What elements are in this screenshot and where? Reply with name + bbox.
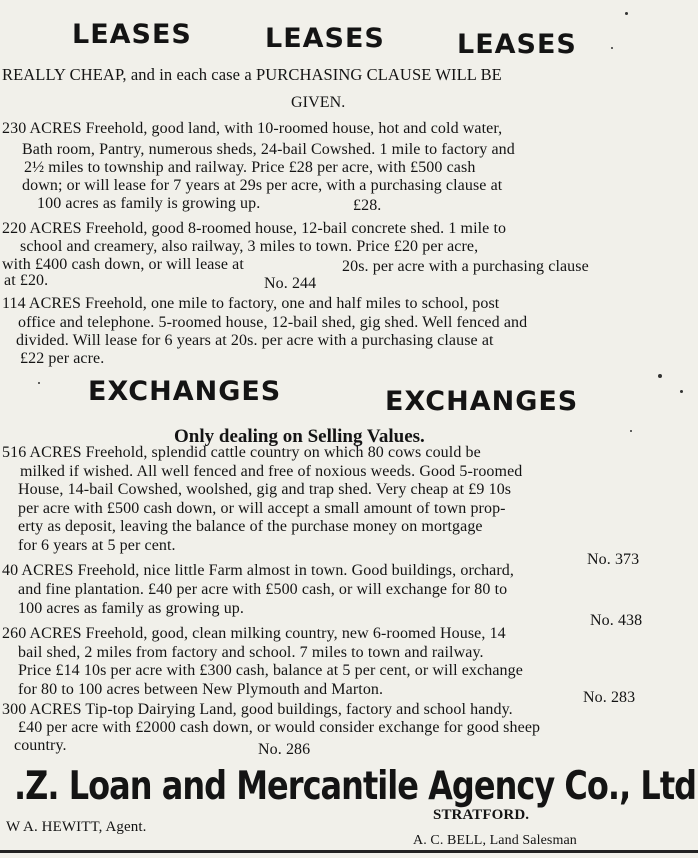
lease-220-line-3a: with £400 cash down, or will lease at [2,256,244,273]
lease-220-line-4: at £20. [4,272,49,289]
lease-230-line-2: Bath room, Pantry, numerous sheds, 24-bail Cowshed. 1 mile to factory and [22,141,515,158]
exchange-516-line-2: milked if wished. All well fenced and free of noxious weeds. Good 5-roomed [20,463,523,480]
exchange-300-number: No. 286 [258,741,311,758]
exchange-516-line-4: per acre with £500 cash down, or will accept a small amount of town prop- [18,500,506,517]
exchange-516-line-3: House, 14-bail Cowshed, woolshed, gig and trap shed. Very cheap at £9 10s [18,481,512,498]
exchange-516-number: No. 373 [587,551,640,568]
exchange-40-line-2: and fine plantation. £40 per acre with £500 cash, or will exchange for 80 to [18,581,508,598]
exchange-260-line-2: bail shed, 2 miles from factory and school. 7 miles to town and railway. [18,644,484,661]
leases-heading-1: LEASES [72,19,192,50]
lease-230-price: £28. [353,197,382,214]
lease-114-line-4: £22 per acre. [20,350,105,367]
exchanges-heading-2: EXCHANGES [385,386,579,417]
agency-town: STRATFORD. [433,807,530,823]
ink-speck [680,390,683,393]
ink-speck [658,374,662,378]
bottom-rule [0,850,698,853]
lease-230-line-1: 230 ACRES Freehold, good land, with 10-roomed house, hot and cold water, [2,120,503,137]
lease-230-line-4: down; or will lease for 7 years at 29s per acre, with a purchasing clause at [22,177,503,194]
exchange-260-line-1: 260 ACRES Freehold, good, clean milking country, new 6-roomed House, 14 [2,625,506,642]
salesman-name: A. C. BELL, Land Salesman [413,833,577,848]
exchange-300-line-2: £40 per acre with £2000 cash down, or would consider exchange for good sheep [18,719,541,736]
exchanges-heading-1: EXCHANGES [88,376,282,407]
exchange-516-line-6: for 6 years at 5 per cent. [18,537,176,554]
company-name: .Z. Loan and Mercantile Agency Co., Ltd [14,762,697,809]
exchange-300-line-1: 300 ACRES Tip-top Dairying Land, good buildings, factory and school handy. [2,701,513,718]
leases-heading-3: LEASES [457,29,577,60]
exchange-40-line-3: 100 acres as family as growing up. [18,600,245,617]
lease-114-line-3: divided. Will lease for 6 years at 20s. per acre with a purchasing clause at [16,332,494,349]
lease-114-line-1: 114 ACRES Freehold, one mile to factory, one and half miles to school, post [2,295,500,312]
exchange-40-number: No. 438 [590,612,643,629]
exchange-260-number: No. 283 [583,689,636,706]
lease-114-line-2: office and telephone. 5-roomed house, 12-bail shed, gig shed. Well fenced and [18,314,528,331]
ink-speck [625,12,628,15]
leases-intro-line-2: GIVEN. [291,94,346,111]
exchanges-subheading: Only dealing on Selling Values. [174,426,425,447]
exchange-516-line-5: erty as deposit, leaving the balance of the purchase money on mortgage [18,518,483,535]
agent-name: W A. HEWITT, Agent. [6,819,147,835]
exchange-300-line-3: country. [14,737,67,754]
lease-220-line-2: school and creamery, also railway, 3 miles to town. Price £20 per acre, [20,238,479,255]
leases-intro-line-1: REALLY CHEAP, and in each case a PURCHASING CLAUSE WILL BE [2,65,502,84]
lease-230-line-5: 100 acres as family is growing up. [37,195,261,212]
ink-speck [630,430,632,432]
exchange-516-line-1: 516 ACRES Freehold, splendid cattle country on which 80 cows could be [2,444,481,461]
ink-speck [38,382,40,384]
exchange-260-line-3: Price £14 10s per acre with £300 cash, balance at 5 per cent, or will exchange [18,662,523,679]
leases-heading-2: LEASES [265,23,385,54]
lease-230-line-3: 2½ miles to township and railway. Price £28 per acre, with £500 cash [24,159,476,176]
lease-220-line-3b: 20s. per acre with a purchasing clause [342,258,589,275]
exchange-260-line-4: for 80 to 100 acres between New Plymouth and Marton. [18,681,384,698]
lease-220-line-1: 220 ACRES Freehold, good 8-roomed house, 12-bail concrete shed. 1 mile to [2,220,507,237]
ink-speck [611,47,613,49]
lease-220-number: No. 244 [264,275,317,292]
exchange-40-line-1: 40 ACRES Freehold, nice little Farm almost in town. Good buildings, orchard, [2,562,514,579]
